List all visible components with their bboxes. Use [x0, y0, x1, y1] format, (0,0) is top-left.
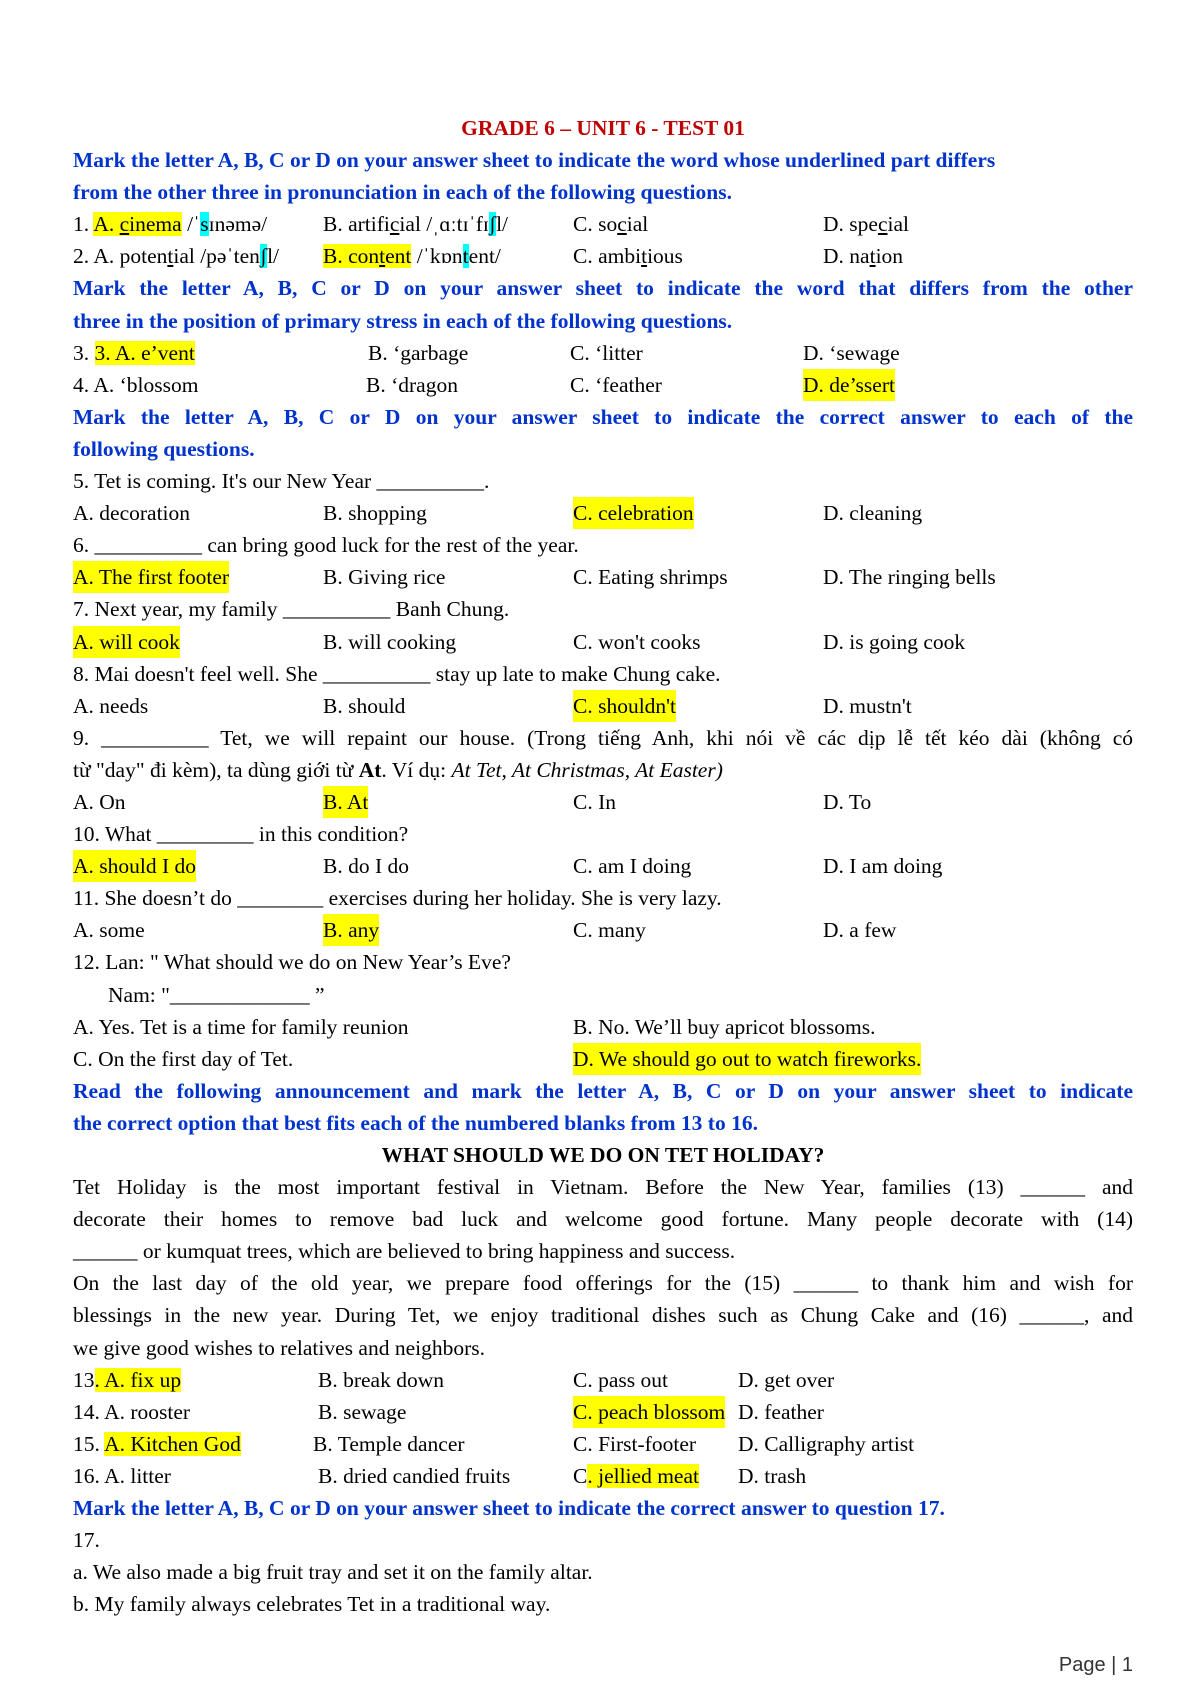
instruction-reading-line-2: the correct option that best fits each of the numbered blanks from 13 to 16.	[73, 1110, 758, 1135]
q5-option-d: D. cleaning	[823, 501, 923, 526]
question-17-sentence-a: a. We also made a big fruit tray and set it on the family altar.	[73, 1560, 593, 1585]
question-15-options	[73, 1428, 1133, 1460]
question-12-stem-line-2: Nam: "_____________ ”	[108, 982, 325, 1007]
q8-option-d: D. mustn't	[823, 693, 912, 718]
instruction-reading-line-1: Read the following announcement and mark the letter A, B, C or D on your answer sheet to indicate	[73, 1078, 1133, 1103]
instruction-pronunciation-line-1: Mark the letter A, B, C or D on your answer sheet to indicate the word whose underlined part differs	[73, 148, 996, 173]
q6-option-a: A. The first footer	[73, 561, 229, 593]
q15-option-b: B. Temple dancer	[313, 1431, 465, 1456]
passage-line-4: On the last day of the old year, we prepare food offerings for the (15) ______ to thank him and wish for	[73, 1271, 1133, 1296]
q4-option-b: B. ‘dragon	[366, 372, 458, 397]
q16-option-c: C. jellied meat	[573, 1463, 699, 1488]
question-17-sentence-b: b. My family always celebrates Tet in a traditional way.	[73, 1592, 551, 1617]
instruction-answer-line-1: Mark the letter A, B, C or D on your answer sheet to indicate the correct answer to each of the	[73, 404, 1133, 429]
question-8-stem: 8. Mai doesn't feel well. She __________ stay up late to make Chung cake.	[73, 661, 721, 686]
question-4-options	[73, 369, 1133, 401]
q14-option-a: 14. A. rooster	[73, 1399, 191, 1424]
q6-option-d: D. The ringing bells	[823, 565, 996, 590]
q16-option-b: B. dried candied fruits	[318, 1463, 511, 1488]
question-8-options	[73, 690, 1133, 722]
instruction-question-17: Mark the letter A, B, C or D on your answer sheet to indicate the correct answer to question 17.	[73, 1496, 945, 1521]
q14-option-d: D. feather	[738, 1399, 824, 1424]
instruction-stress-line-1: Mark the letter A, B, C or D on your answer sheet to indicate the word that differs from the other	[73, 276, 1133, 301]
q5-option-a: A. decoration	[73, 501, 191, 526]
q8-option-b: B. should	[323, 693, 406, 718]
document-page	[73, 112, 1133, 1620]
q7-option-a: A. will cook	[73, 626, 180, 658]
q8-option-c: C. shouldn't	[573, 690, 676, 722]
q4-option-a: 4. A. ‘blossom	[73, 372, 199, 397]
q3-option-a: 3. 3. A. e’vent	[73, 340, 195, 365]
q6-option-c: C. Eating shrimps	[573, 565, 728, 590]
question-3-options	[73, 337, 1133, 369]
q15-option-d: D. Calligraphy artist	[738, 1431, 915, 1456]
question-12-options-row-2	[73, 1043, 1133, 1075]
q15-option-c: C. First-footer	[573, 1431, 697, 1456]
page-number-footer: Page | 1	[1058, 1654, 1133, 1676]
q10-option-c: C. am I doing	[573, 854, 692, 879]
passage-line-2: decorate their homes to remove bad luck and welcome good fortune. Many people decorate with (14)	[73, 1207, 1133, 1232]
q4-option-d: D. de’ssert	[803, 369, 895, 401]
q7-option-d: D. is going cook	[823, 629, 966, 654]
question-10-stem: 10. What _________ in this condition?	[73, 822, 409, 847]
q1-option-b: B. artificial /ˌɑːtɪˈfɪʃl/	[323, 212, 509, 237]
q12-option-c: C. On the first day of Tet.	[73, 1046, 294, 1071]
q7-option-b: B. will cooking	[323, 629, 457, 654]
q4-option-c: C. ‘feather	[570, 372, 662, 397]
passage-line-1: Tet Holiday is the most important festival in Vietnam. Before the New Year, families (13) ______ and	[73, 1175, 1133, 1200]
q2-option-c: C. ambitious	[573, 244, 683, 269]
question-17-number: 17.	[73, 1528, 100, 1553]
q6-option-b: B. Giving rice	[323, 565, 446, 590]
q13-option-d: D. get over	[738, 1367, 835, 1392]
q10-option-b: B. do I do	[323, 854, 409, 879]
instruction-answer-line-2: following questions.	[73, 436, 255, 461]
question-5-stem: 5. Tet is coming. It's our New Year __________.	[73, 469, 490, 494]
q16-option-d: D. trash	[738, 1463, 807, 1488]
passage-heading: WHAT SHOULD WE DO ON TET HOLIDAY?	[381, 1143, 825, 1167]
question-16-options	[73, 1460, 1133, 1492]
q8-option-a: A. needs	[73, 693, 149, 718]
passage-line-3: ______ or kumquat trees, which are believed to bring happiness and success.	[73, 1239, 736, 1264]
question-11-stem: 11. She doesn’t do ________ exercises during her holiday. She is very lazy.	[73, 886, 722, 911]
q12-option-b: B. No. We’ll buy apricot blossoms.	[573, 1014, 876, 1039]
question-9-stem-line-2: từ "day" đi kèm), ta dùng giới từ At. Ví dụ: At Tet, At Christmas, At Easter)	[73, 757, 723, 782]
q11-option-b: B. any	[323, 914, 379, 946]
q5-option-c: C. celebration	[573, 497, 694, 529]
question-14-options	[73, 1396, 1133, 1428]
q3-option-b: B. ‘garbage	[368, 340, 469, 365]
question-9-options	[73, 786, 1133, 818]
question-9-stem-line-1: 9. __________ Tet, we will repaint our house. (Trong tiếng Anh, khi nói về các dịp lễ tết kéo dài (không có	[73, 725, 1133, 750]
passage-line-5: blessings in the new year. During Tet, we enjoy traditional dishes such as Chung Cake and (16) ______, and	[73, 1303, 1133, 1328]
question-2-options	[73, 240, 1133, 272]
q1-option-c: C. social	[573, 212, 649, 237]
q9-option-d: D. To	[823, 789, 872, 814]
q9-option-c: C. In	[573, 789, 616, 814]
q3-option-d: D. ‘sewage	[803, 340, 900, 365]
q5-option-b: B. shopping	[323, 501, 427, 526]
q11-option-a: A. some	[73, 918, 145, 943]
q10-option-d: D. I am doing	[823, 854, 943, 879]
q2-option-a: 2. A. potential /pəˈtenʃl/	[73, 244, 280, 269]
q9-option-a: A. On	[73, 789, 126, 814]
q7-option-c: C. won't cooks	[573, 629, 701, 654]
q1-option-a: 1. A. cinema /ˈsɪnəmə/	[73, 212, 268, 237]
q2-option-b: B. content /ˈkɒntent/	[323, 244, 501, 269]
q13-option-a: 13. A. fix up	[73, 1367, 182, 1392]
q16-option-a: 16. A. litter	[73, 1463, 171, 1488]
q12-option-d: D. We should go out to watch fireworks.	[573, 1043, 921, 1075]
q13-option-c: C. pass out	[573, 1367, 668, 1392]
question-13-options	[73, 1364, 1133, 1396]
question-11-options	[73, 914, 1133, 946]
q11-option-d: D. a few	[823, 918, 897, 943]
q14-option-b: B. sewage	[318, 1399, 407, 1424]
q12-option-a: A. Yes. Tet is a time for family reunion	[73, 1014, 409, 1039]
question-6-options	[73, 561, 1133, 593]
test-title: GRADE 6 – UNIT 6 - TEST 01	[461, 116, 745, 140]
instruction-stress-line-2: three in the position of primary stress in each of the following questions.	[73, 308, 733, 333]
q10-option-a: A. should I do	[73, 850, 196, 882]
question-7-stem: 7. Next year, my family __________ Banh Chung.	[73, 597, 510, 622]
question-7-options	[73, 626, 1133, 658]
question-1-options	[73, 208, 1133, 240]
question-12-options-row-1	[73, 1011, 1133, 1043]
q14-option-c: C. peach blossom	[573, 1396, 725, 1428]
question-12-stem-line-1: 12. Lan: " What should we do on New Year’s Eve?	[73, 950, 511, 975]
q3-option-c: C. ‘litter	[570, 340, 643, 365]
instruction-pronunciation-line-2: from the other three in pronunciation in each of the following questions.	[73, 180, 732, 205]
q11-option-c: C. many	[573, 918, 646, 943]
q2-option-d: D. nation	[823, 244, 904, 269]
question-10-options	[73, 850, 1133, 882]
passage-line-6: we give good wishes to relatives and neighbors.	[73, 1335, 485, 1360]
question-6-stem: 6. __________ can bring good luck for the rest of the year.	[73, 533, 579, 558]
q13-option-b: B. break down	[318, 1367, 444, 1392]
q15-option-a: 15. A. Kitchen God	[73, 1431, 241, 1456]
q1-option-d: D. special	[823, 212, 909, 237]
question-5-options	[73, 497, 1133, 529]
q9-option-b: B. At	[323, 786, 368, 818]
